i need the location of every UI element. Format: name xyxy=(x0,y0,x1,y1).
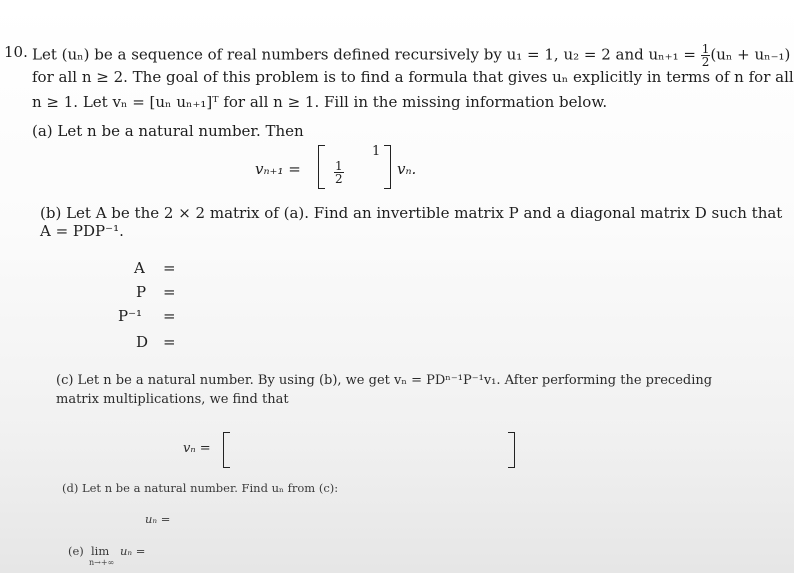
part-c-line-2: matrix multiplications, we find that xyxy=(56,392,289,407)
vector-c-right-bracket xyxy=(508,432,515,468)
row-p-lhs: P xyxy=(136,283,147,301)
problem-line-1 xyxy=(32,43,790,68)
matrix-a-entry-21: $\frac{1}{2}$ xyxy=(335,159,343,186)
problem-line-3: n ≥ 1. Let vₙ = [uₙ uₙ₊₁]ᵀ for all n ≥ 1. Fill in the missing information below. xyxy=(32,93,608,111)
row-d-lhs: D xyxy=(136,333,149,351)
row-a-eq: = xyxy=(163,259,176,277)
part-e-expr: uₙ = xyxy=(120,544,146,558)
problem-line-1-text: Let (uₙ) be a sequence of real numbers defined recursively by u₁ = 1, u₂ = 2 and uₙ₊₁ = xyxy=(32,45,701,64)
part-a-label: (a) Let n be a natural number. Then xyxy=(32,122,304,140)
part-e-label: (e) xyxy=(68,544,84,558)
row-pinv-lhs: P⁻¹ xyxy=(118,307,143,325)
problem-line-1-end: (uₙ + uₙ₋₁) xyxy=(710,45,791,64)
matrix-a-left-bracket xyxy=(318,145,325,189)
part-e-lim: lim xyxy=(91,544,110,558)
problem-line-2: for all n ≥ 2. The goal of this problem is to find a formula that gives uₙ explicitly in terms of n for all xyxy=(32,68,794,86)
part-d-lhs: uₙ = xyxy=(145,512,171,526)
part-c-lhs: vₙ = xyxy=(183,441,211,456)
half-fraction: $\frac{1}{2}$ xyxy=(701,42,710,69)
part-b-line-2: A = PDP⁻¹. xyxy=(40,222,124,240)
row-p-eq: = xyxy=(163,283,176,301)
problem-number: 10. xyxy=(4,43,28,61)
row-pinv-eq: = xyxy=(163,307,176,325)
row-d-eq: = xyxy=(163,333,176,351)
part-e-lim-sub: n→+∞ xyxy=(89,558,115,567)
vector-c-left-bracket xyxy=(223,432,230,468)
part-a-rhs: vₙ. xyxy=(397,160,417,178)
part-d-label: (d) Let n be a natural number. Find uₙ from (c): xyxy=(62,481,339,495)
row-a-lhs: A xyxy=(134,259,145,277)
matrix-a-right-bracket xyxy=(384,145,391,189)
part-a-lhs: vₙ₊₁ = xyxy=(255,160,301,178)
part-b-line-1: (b) Let A be the 2 × 2 matrix of (a). Find an invertible matrix P and a diagonal matrix D such that xyxy=(40,204,783,222)
matrix-a-entry-12: 1 xyxy=(372,144,381,159)
part-c-line-1: (c) Let n be a natural number. By using (b), we get vₙ = PDⁿ⁻¹P⁻¹v₁. After performing the preceding xyxy=(56,373,713,388)
